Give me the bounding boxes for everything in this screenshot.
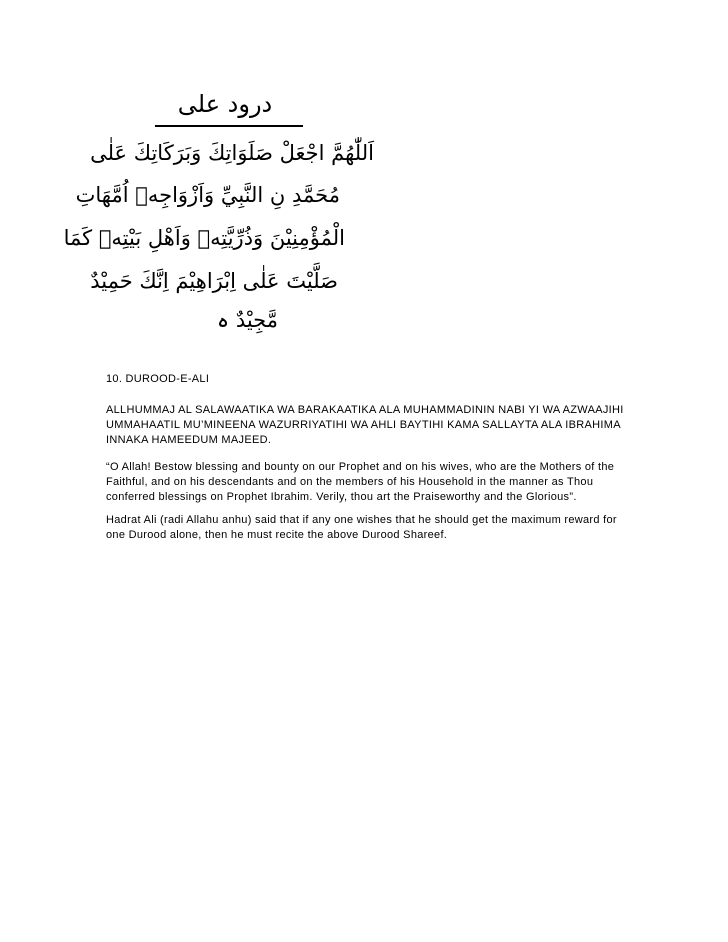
arabic-line-2: مُحَمَّدِ نِ النَّبِيِّ وَاَزْوَاجِهٖ اُمَّهَاتِ <box>75 183 340 207</box>
section-heading: 10. DUROOD-E-ALI <box>106 373 210 385</box>
arabic-line-3: الْمُؤْمِنِيْنَ وَذُرِّيَّتِهٖ وَاَهْلِ بَيْتِهٖ كَمَا <box>63 226 345 250</box>
document-body <box>106 372 626 551</box>
note-paragraph: Hadrat Ali (radi Allahu anhu) said that if any one wishes that he should get the maximum reward for one Durood alone, then he must recite the above Durood Shareef. <box>106 514 617 541</box>
transliteration-paragraph: ALLHUMMAJ AL SALAWAATIKA WA BARAKAATIKA ALA MUHAMMADININ NABI YI WA AZWAAJIHI UMMAHAATIL MU’MINEENA WAZURRIYATIHI WA AHLI BAYTIHI KAMA SALLAYTA ALA IBRAHIMA INNAKA HAMEEDUM MAJEED. <box>106 404 624 446</box>
translation-paragraph: “O Allah! Bestow blessing and bounty on our Prophet and on his wives, who are the Mothers of the Faithful, and on his descendants and on the members of his Household in the manner as Thou conferred blessings on Prophet Ibrahim. Verily, thou art the Praiseworthy and the Glorious”. <box>106 461 615 503</box>
arabic-title: درود علی <box>177 90 273 118</box>
arabic-line-4: صَلَّيْتَ عَلٰى اِبْرَاهِيْمَ اِنَّكَ حَمِيْدٌ <box>90 269 338 293</box>
arabic-line-5: مَّجِيْدٌ ہ <box>216 308 278 332</box>
title-underline <box>155 125 303 127</box>
arabic-line-1: اَللّٰهُمَّ اجْعَلْ صَلَوَاتِكَ وَبَرَكَاتِكَ عَلٰى <box>90 141 374 165</box>
arabic-calligraphy-image <box>63 80 374 332</box>
